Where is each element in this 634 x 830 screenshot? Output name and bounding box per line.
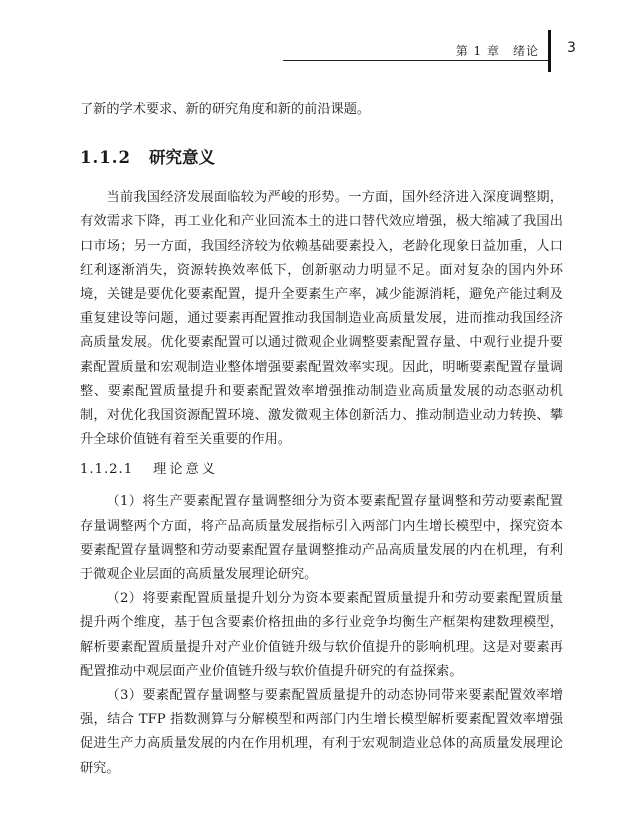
section-paragraph: 当前我国经济发展面临较为严峻的形势。一方面，国外经济进入深度调整期，有效需求下降，再工业化和产业回流本土的进口替代效应增强，极大缩减了我国出口市场；另一方面，我国经济较为依赖基础要素投入，老龄化现象日益加重，人口红利逐渐消失，资源转换效率低下，创新驱动力明显不足。面对复杂的国内外环境，关键是要优化要素配置，提升全要素生产率，减少能源消耗，避免产能过剩及重复建设等问题，通过要素再配置推动我国制造业高质量发展，进而推动我国经济高质量发展。优化要素配置可以通过微观企业调整要素配置存量、中观行业提升要素配置质量和宏观制造业整体增强要素配置效率实现。因此，明晰要素配置存量调整、要素配置质量提升和要素配置效率增强推动制造业高质量发展的动态驱动机制，对优化我国资源配置环境、激发微观主体创新活力、推动制造业动力转换、攀升全球价值链有着至关重要的作用。	[80, 190, 563, 448]
subsection-number: 1.1.2.1	[80, 462, 134, 478]
section-number: 1.1.2	[80, 148, 131, 168]
section-heading	[80, 146, 563, 170]
header-vertical-bar	[548, 30, 551, 72]
theory-paragraph-1: （1）将生产要素配置存量调整细分为资本要素配置存量调整和劳动要素配置存量调整两个方面，将产品高质量发展指标引入两部门内生增长模型中，探究资本要素配置存量调整和劳动要素配置存量调整推动产品高质量发展的内在机理，有利于微观企业层面的高质量发展理论研究。	[80, 494, 563, 583]
section-title: 研究意义	[148, 148, 215, 168]
subsection-heading	[80, 458, 563, 482]
theory-paragraph-3: （3）要素配置存量调整与要素配置质量提升的动态协同带来要素配置效率增强，结合 TFP 指数测算与分解模型和两部门内生增长模型解析要素配置效率增强促进生产力高质量发展的内在作用机理，有利于宏观制造业总体的高质量发展理论研究。	[80, 688, 563, 776]
intro-fragment: 了新的学术要求、新的研究角度和新的前沿课题。	[80, 102, 371, 117]
theory-paragraph-2: （2）将要素配置质量提升划分为资本要素配置质量提升和劳动要素配置质量提升两个维度，基于包含要素价格扭曲的多行业竞争均衡生产框架构建数理模型，解析要素配置质量提升对产业价值链升级与软价值提升的影响机理。这是对要素再配置推动中观层面产业价值链升级与软价值提升研究的有益探索。	[80, 591, 563, 679]
header-rule	[283, 60, 549, 61]
subsection-title: 理论意义	[153, 462, 218, 478]
page-number: 3	[567, 40, 576, 56]
page-body	[80, 98, 563, 781]
chapter-label: 第 1 章 绪论	[455, 44, 539, 58]
running-header	[0, 0, 634, 80]
